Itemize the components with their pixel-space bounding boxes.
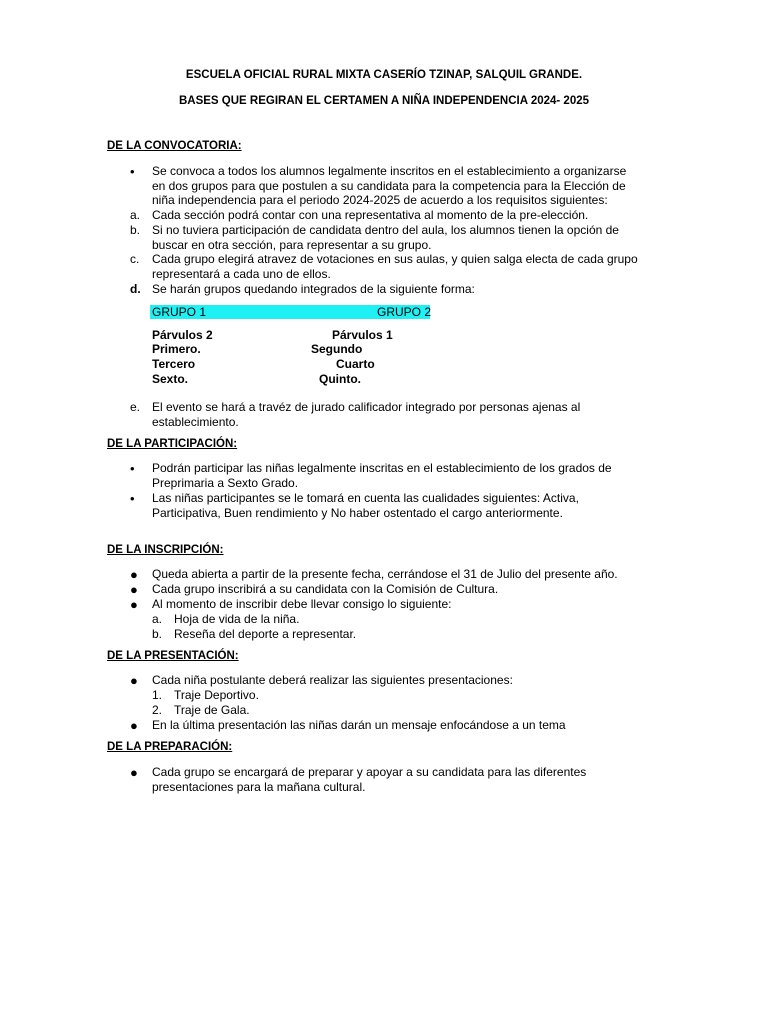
list-marker: e. (130, 400, 141, 414)
text-line: representará a cada uno de ellos. (152, 267, 331, 281)
text-line: presentaciones para la mañana cultural. (152, 780, 366, 794)
text-line: Queda abierta a partir de la presente fecha, cerrándose el 31 de Julio del presente año. (152, 567, 618, 581)
list-marker: a. (152, 612, 163, 626)
school-name: ESCUELA OFICIAL RURAL MIXTA CASERÍO TZINAP, SALQUIL GRANDE. (185, 69, 583, 81)
text-line: Reseña del deporte a representar. (174, 627, 357, 641)
text-line: Se harán grupos quedando integrados de la siguiente forma: (152, 282, 475, 296)
text-line: establecimiento. (152, 415, 239, 429)
document-title: BASES QUE REGIRAN EL CERTAMEN A NIÑA INDEPENDENCIA 2024- 2025 (178, 95, 590, 107)
group1-grade: Tercero (152, 357, 196, 371)
bullet-icon: ● (130, 765, 138, 780)
text-line: Hoja de vida de la niña. (174, 612, 300, 626)
text-line: Al momento de inscribir debe llevar consigo lo siguiente: (152, 597, 452, 611)
text-line: Participativa, Buen rendimiento y No haber ostentado el cargo anteriormente. (152, 506, 563, 520)
list-marker: a. (130, 208, 141, 222)
text-line: El evento se hará a travéz de jurado calificador integrado por personas ajenas al (152, 400, 581, 414)
group2-grade: Párvulos 1 (332, 328, 393, 342)
text-line: Las niñas participantes se le tomará en cuenta las cualidades siguientes: Activa, (152, 491, 579, 505)
group2-grade: Quinto. (319, 372, 361, 386)
text-line: Cada grupo elegirá atravez de votaciones en sus aulas, y quien salga electa de cada grupo (152, 252, 638, 266)
group1-grade: Sexto. (152, 372, 189, 386)
text-line: Se convoca a todos los alumnos legalmente inscritos en el establecimiento a organizarse (152, 164, 627, 178)
list-marker: b. (130, 223, 141, 237)
bullet-icon: ● (130, 597, 138, 612)
text-line: buscar en otra sección, para representar a su grupo. (152, 238, 432, 252)
text-line: Preprimaria a Sexto Grado. (152, 476, 299, 490)
group2-grade: Cuarto (336, 357, 375, 371)
text-line: en dos grupos para que postulen a su candidata para la competencia para la Elección de (152, 179, 626, 193)
list-marker: 1. (152, 688, 163, 702)
text-line: Si no tuviera participación de candidata dentro del aula, los alumnos tienen la opción de (152, 223, 619, 237)
bullet-icon: ● (130, 567, 138, 582)
group2-grade: Segundo (311, 342, 363, 356)
text-line: Cada niña postulante deberá realizar las siguientes presentaciones: (152, 673, 513, 687)
section-heading-inscripcion: DE LA INSCRIPCIÓN: (107, 544, 224, 556)
text-line: Traje de Gala. (174, 703, 250, 717)
text-line: Podrán participar las niñas legalmente inscritas en el establecimiento de los grados de (152, 461, 612, 475)
text-line: niña independencia para el periodo 2024-2025 de acuerdo a los requisitos siguientes: (152, 193, 608, 207)
section-heading-convocatoria: DE LA CONVOCATORIA: (107, 140, 242, 152)
list-marker: 2. (152, 703, 163, 717)
bullet-icon: ● (130, 582, 138, 597)
section-heading-participacion: DE LA PARTICIPACIÓN: (107, 438, 238, 450)
bullet-icon: • (130, 491, 135, 506)
text-line: Cada grupo se encargará de preparar y apoyar a su candidata para las diferentes (152, 765, 587, 779)
list-marker: b. (152, 627, 163, 641)
bullet-icon: • (130, 164, 135, 179)
section-heading-presentacion: DE LA PRESENTACIÓN: (107, 650, 239, 662)
group1-grade: Primero. (152, 342, 201, 356)
list-marker: d. (130, 282, 141, 296)
group2-label: GRUPO 2 (377, 305, 432, 319)
text-line: Cada sección podrá contar con una representativa al momento de la pre-elección. (152, 208, 589, 222)
list-marker: c. (130, 252, 140, 266)
text-line: Traje Deportivo. (174, 688, 259, 702)
bullet-icon: • (130, 461, 135, 476)
text-line: Cada grupo inscribirá a su candidata con la Comisión de Cultura. (152, 582, 499, 596)
group1-label: GRUPO 1 (152, 305, 207, 319)
group1-grade: Párvulos 2 (152, 328, 213, 342)
section-heading-preparacion: DE LA PREPARACIÓN: (107, 741, 233, 753)
bullet-icon: ● (130, 673, 138, 688)
text-line: En la última presentación las niñas darán un mensaje enfocándose a un tema (152, 718, 566, 732)
bullet-icon: ● (130, 718, 138, 733)
